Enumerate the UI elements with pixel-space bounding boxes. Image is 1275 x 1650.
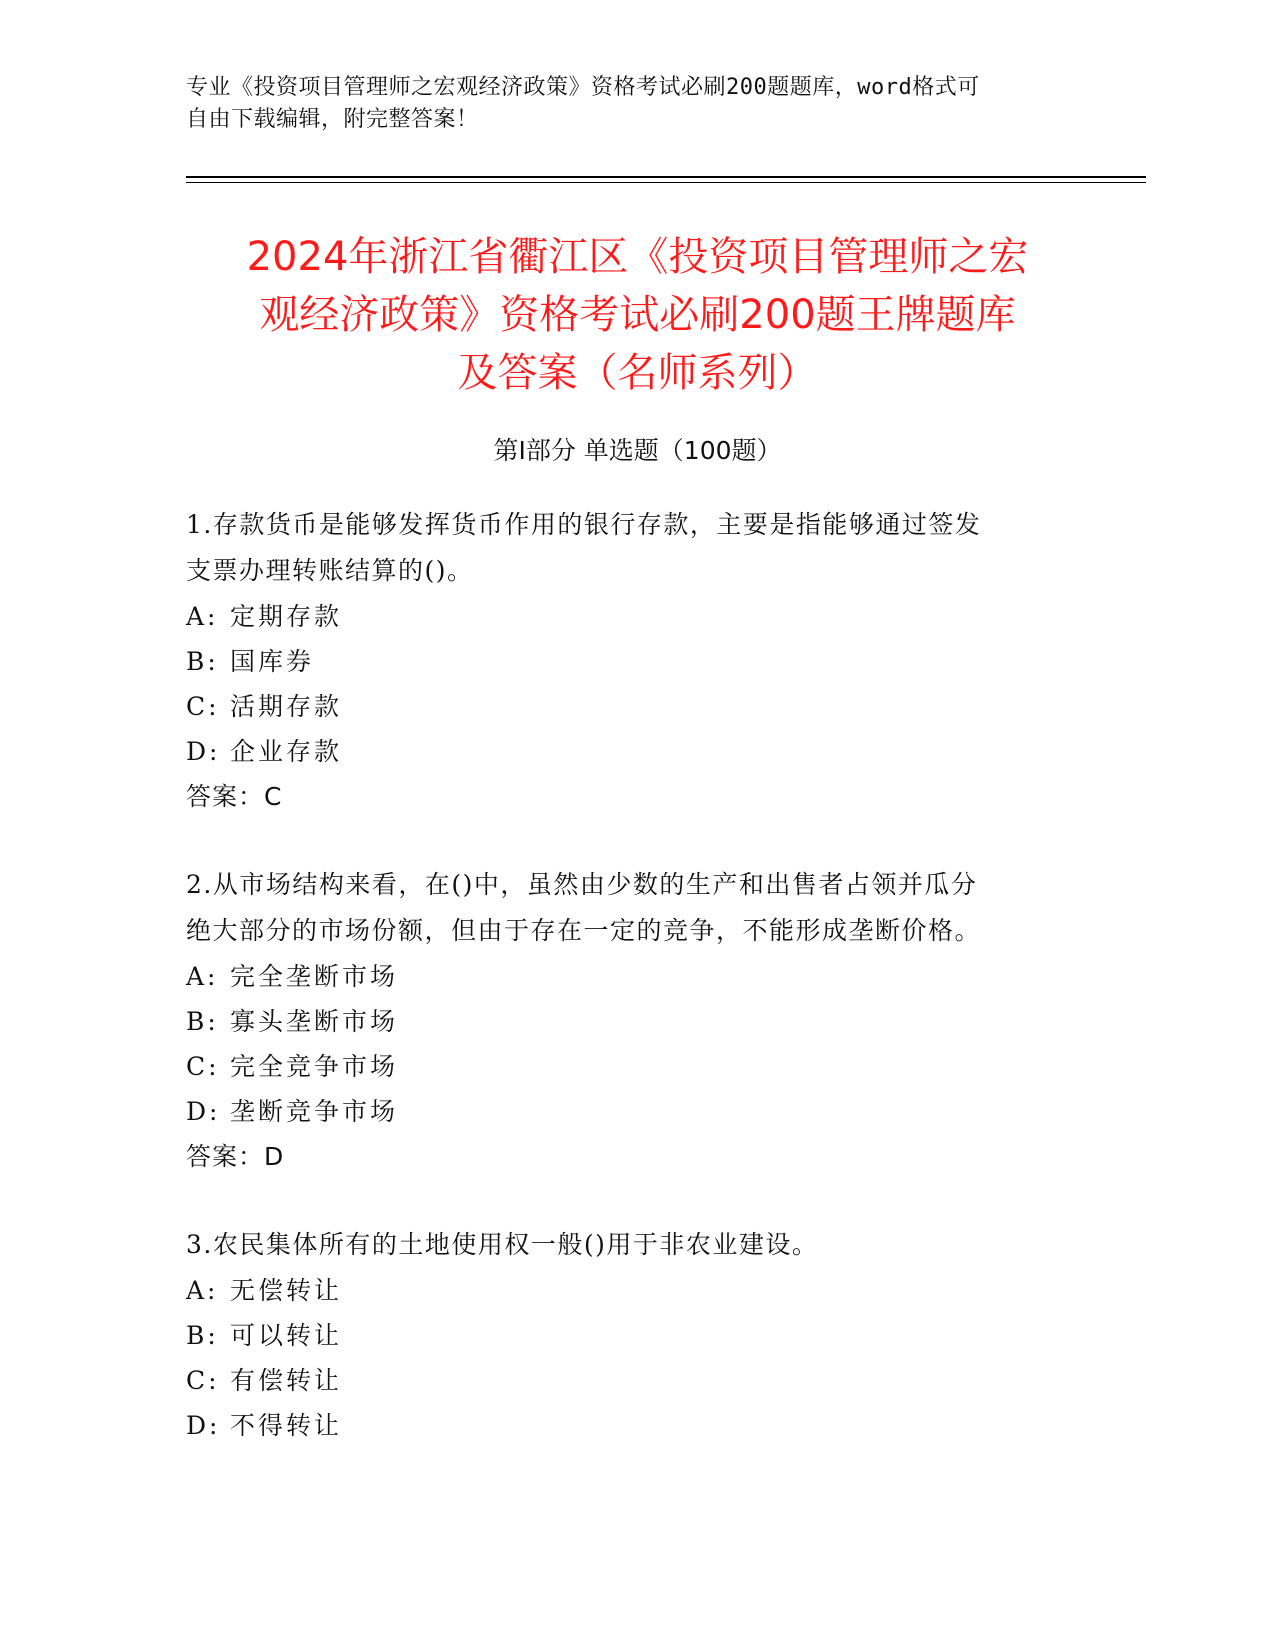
title-line-1: 2024年浙江省衢江区《投资项目管理师之宏 (246, 234, 1029, 280)
option-letter: B: (186, 647, 219, 676)
document-title (150, 228, 1125, 402)
option-text: 不得转让 (230, 1411, 343, 1440)
option-text: 定期存款 (230, 602, 343, 631)
question-1 (186, 502, 1086, 820)
question-stem-line: 2.从市场结构来看，在()中，虽然由少数的生产和出售者占领并瓜分 (186, 870, 978, 899)
option-text: 完全竞争市场 (230, 1052, 399, 1081)
option-letter: D: (186, 1097, 221, 1126)
option-letter: B: (186, 1321, 219, 1350)
option-c (186, 684, 1086, 729)
header-note-line-2: 自由下载编辑，附完整答案！ (186, 107, 479, 132)
option-b (186, 639, 1086, 684)
answer-line: 答案：D (186, 1142, 285, 1171)
option-letter: C: (186, 692, 220, 721)
section-heading: 第Ⅰ部分 单选题（100题） (493, 436, 782, 465)
title-line-3: 及答案（名师系列） (457, 350, 818, 396)
option-text: 有偿转让 (230, 1366, 343, 1395)
option-letter: D: (186, 737, 221, 766)
option-a (186, 954, 1086, 999)
option-text: 寡头垄断市场 (230, 1007, 399, 1036)
option-text: 无偿转让 (230, 1276, 343, 1305)
header-divider-thick (186, 176, 1146, 178)
option-b (186, 999, 1086, 1044)
option-d (186, 729, 1086, 774)
option-text: 国库券 (230, 647, 315, 676)
option-letter: B: (186, 1007, 219, 1036)
option-a (186, 594, 1086, 639)
answer-line: 答案：C (186, 782, 283, 811)
option-letter: A: (186, 602, 219, 631)
option-b (186, 1313, 1086, 1358)
question-stem-line: 绝大部分的市场份额，但由于存在一定的竞争，不能形成垄断价格。 (186, 916, 982, 945)
option-c (186, 1358, 1086, 1403)
option-text: 垄断竞争市场 (230, 1097, 399, 1126)
option-text: 可以转让 (230, 1321, 343, 1350)
option-d (186, 1403, 1086, 1448)
option-letter: C: (186, 1366, 220, 1395)
header-note (186, 72, 1076, 136)
header-note-line-1: 专业《投资项目管理师之宏观经济政策》资格考试必刷200题题库，word格式可 (186, 75, 980, 100)
option-letter: C: (186, 1052, 220, 1081)
option-letter: A: (186, 962, 219, 991)
question-stem-line: 支票办理转账结算的()。 (186, 556, 474, 585)
question-stem-line: 1.存款货币是能够发挥货币作用的银行存款，主要是指能够通过签发 (186, 510, 982, 539)
question-3 (186, 1222, 1086, 1448)
option-text: 企业存款 (230, 737, 343, 766)
title-line-2: 观经济政策》资格考试必刷200题王牌题库 (259, 292, 1016, 338)
option-letter: D: (186, 1411, 221, 1440)
header-divider-thin (186, 182, 1146, 183)
option-d (186, 1089, 1086, 1134)
option-letter: A: (186, 1276, 219, 1305)
option-c (186, 1044, 1086, 1089)
question-2 (186, 862, 1086, 1180)
option-a (186, 1268, 1086, 1313)
option-text: 完全垄断市场 (230, 962, 399, 991)
question-stem-line: 3.农民集体所有的土地使用权一般()用于非农业建设。 (186, 1230, 819, 1259)
option-text: 活期存款 (230, 692, 343, 721)
